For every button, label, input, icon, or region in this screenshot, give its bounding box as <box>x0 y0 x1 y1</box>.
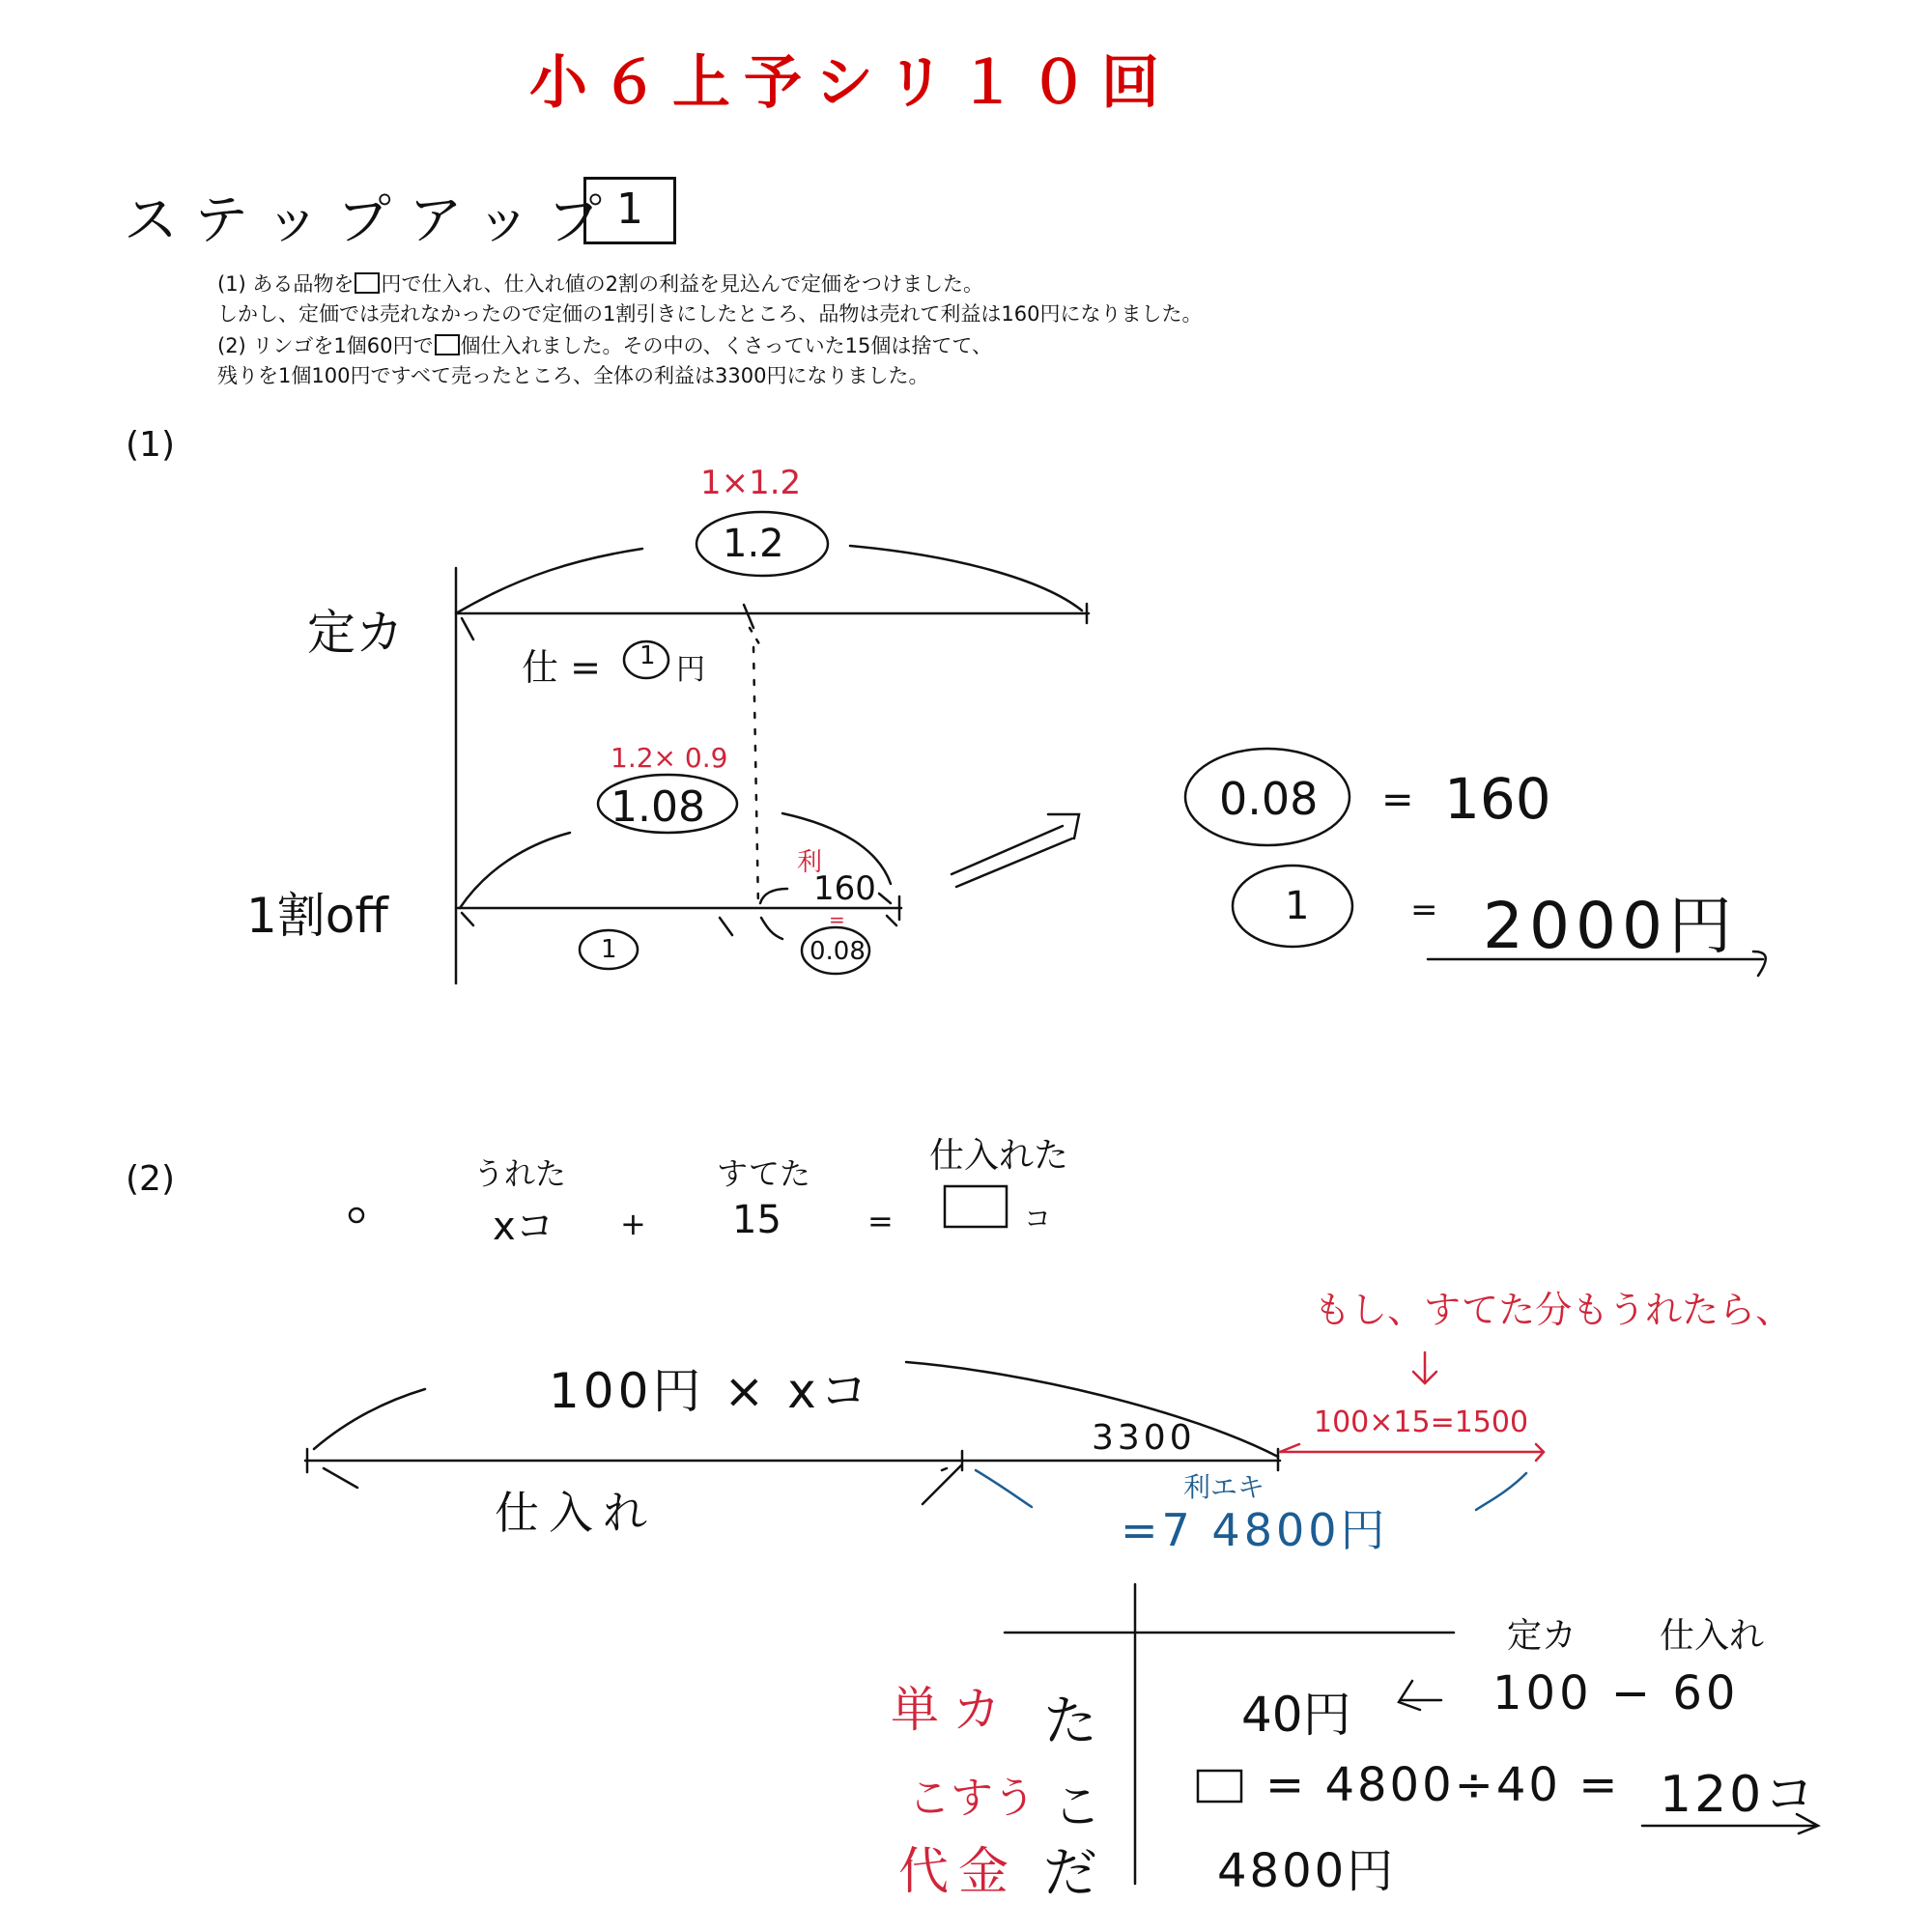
col-shiire: 仕入れ <box>1660 1616 1765 1656</box>
sold-label: うれた <box>473 1155 567 1192</box>
profit-total: =7 4800円 <box>1121 1504 1389 1556</box>
eq1-right: 160 <box>1444 766 1551 832</box>
row-total-value: 4800円 <box>1217 1844 1397 1898</box>
row-count-head: こすう <box>908 1774 1036 1823</box>
part-2-label: (2) <box>126 1159 175 1199</box>
teika-brace-right <box>850 546 1082 611</box>
base-ratio: 1 <box>601 935 617 964</box>
question-2-line-2: 残りを1個100円ですべて売ったところ、全体の利益は3300円になりました。 <box>217 364 929 387</box>
col-teika: 定カ <box>1507 1616 1577 1656</box>
page-title: 小６上予シリ１０回 <box>529 49 1173 117</box>
row-teika-label: 定カ <box>307 605 404 661</box>
profit-mark: 利 <box>797 848 823 877</box>
sale-brace-left <box>460 833 570 908</box>
dashed-divider <box>753 647 758 908</box>
bought-label: 仕入れた <box>929 1136 1069 1176</box>
step-number-box: 1 <box>583 177 676 244</box>
eq1-left: 0.08 <box>1219 773 1319 825</box>
row-unit-price-head: 単カ <box>891 1682 1014 1738</box>
step-up-label: ステップアップ <box>124 189 619 252</box>
note-if-sold-all: もし、すてた分もうれたら、 <box>1314 1289 1793 1331</box>
question-1-line-2: しかし、定価では売れなかったので定価の1割引きにしたところ、品物は売れて利益は160円になりました。 <box>217 302 1203 326</box>
q2-suffix: 個仕入れました。その中の、くさっていた15個は捨てて、 <box>460 334 992 357</box>
discard-label: すてた <box>717 1155 810 1192</box>
q1-prefix: (1) ある品物を <box>217 272 355 296</box>
row-count-answer: 120コ <box>1660 1766 1818 1824</box>
extra-calc: 100×15=1500 <box>1314 1406 1529 1439</box>
calc-teika: 1×1.2 <box>700 464 802 502</box>
calc-sale: 1.2× 0.9 <box>611 742 728 774</box>
total-brace-left <box>314 1389 425 1449</box>
eq2-sign: = <box>1410 891 1438 929</box>
unknown-box <box>945 1186 1007 1227</box>
part-1-label: (1) <box>126 425 175 465</box>
row-discount-label: 1割off <box>246 888 388 944</box>
equals-sign: = <box>867 1203 894 1239</box>
sold-value: xコ <box>493 1205 554 1249</box>
profit-value: 160 <box>813 869 876 908</box>
eq2-answer: 2000円 <box>1483 889 1738 963</box>
shiire-ratio: 1 <box>639 641 656 670</box>
profit-value-3300: 3300 <box>1092 1418 1196 1458</box>
shiire-unit: 円 <box>676 653 705 687</box>
total-sales-label: 100円 × xコ <box>549 1363 872 1419</box>
shiire-bar-label: 仕入れ <box>495 1487 657 1539</box>
row-count-calc: = 4800÷40 = <box>1265 1758 1621 1812</box>
plus-sign: + <box>620 1206 646 1242</box>
q2-prefix: (2) リンゴを1個60円で <box>217 334 434 357</box>
row-total-head: 代金 <box>898 1843 1019 1901</box>
teika-ratio: 1.2 <box>723 522 784 566</box>
eq1-sign: = <box>1381 778 1414 822</box>
profit-brace-left <box>976 1470 1032 1507</box>
row-unit-price-mark: た <box>1043 1690 1097 1753</box>
discard-value: 15 <box>732 1198 781 1242</box>
eq2-left: 1 <box>1285 884 1310 928</box>
bought-unit: コ <box>1024 1203 1052 1235</box>
row-unit-price-calc: 100 − 60 <box>1492 1666 1740 1720</box>
profit-note: 利エキ <box>1183 1471 1265 1503</box>
shiire-label: 仕 = <box>522 646 601 689</box>
row-count-mark: こ <box>1053 1778 1101 1834</box>
profit-brace-right <box>1476 1473 1526 1510</box>
equals-mark: = <box>829 908 845 931</box>
row-total-mark: だ <box>1043 1842 1097 1905</box>
q1-suffix: 円で仕入れ、仕入れ値の2割の利益を見込んで定価をつけました。 <box>381 272 984 296</box>
sale-ratio: 1.08 <box>611 782 705 832</box>
profit-ratio: 0.08 <box>810 937 866 966</box>
row-unit-price-value: 40円 <box>1241 1687 1351 1743</box>
teika-brace-left <box>456 549 642 613</box>
